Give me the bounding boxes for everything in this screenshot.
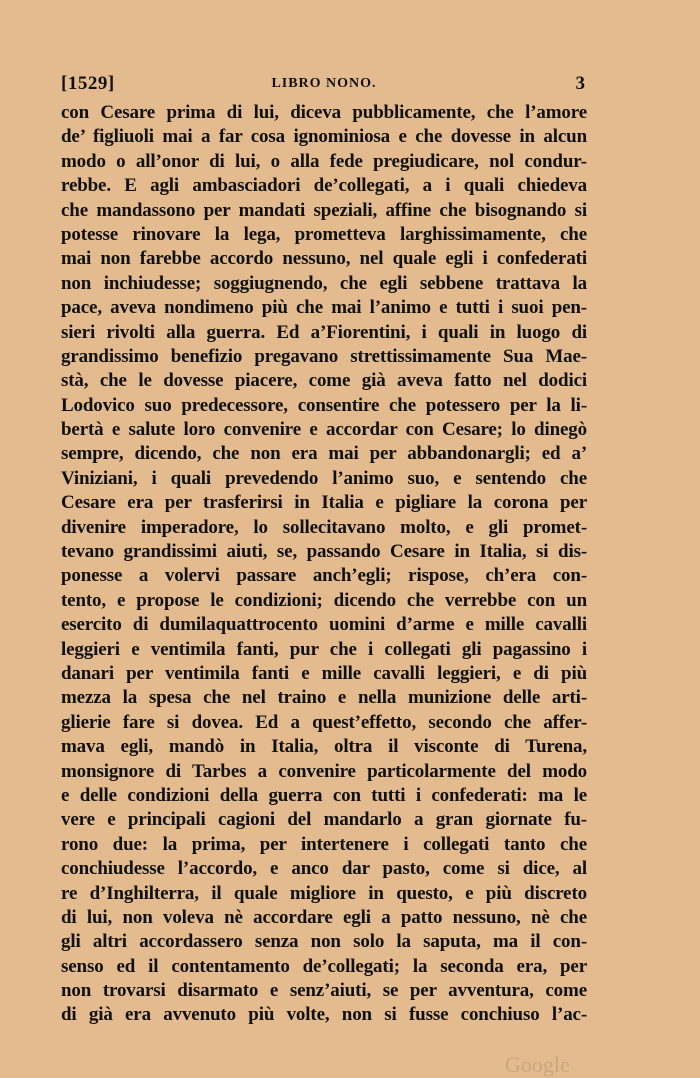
text-line: vere e principali cagioni del mandarlo a gran giornate fu- (61, 809, 587, 831)
text-line: potesse rinovare la lega, prometteva larghissimamente, che (61, 223, 587, 245)
text-line: stà, che le dovesse piacere, come già aveva fatto nel dodici (61, 370, 587, 392)
text-line: sieri rivolti alla guerra. Ed a’Fiorentini, i quali in luogo di (61, 321, 587, 343)
text-line: gli altri accordassero senza non solo la saputa, ma il con- (61, 931, 587, 953)
text-line: monsignore di Tarbes a convenire particolarmente del modo (61, 760, 587, 782)
text-line: rebbe. E agli ambasciadori de’collegati, a i quali chiedeva (61, 175, 587, 197)
header-year: [1529] (61, 73, 115, 94)
text-line: mava egli, mandò in Italia, oltra il visconte di Turena, (61, 736, 587, 758)
text-line: Viniziani, i quali prevedendo l’animo suo, e sentendo che (61, 467, 587, 489)
text-line: conchiudesse l’accordo, e anco dar pasto, come si dice, al (61, 858, 587, 880)
text-line: mezza la spesa che nel traino e nella munizione delle arti- (61, 687, 587, 709)
text-line: non inchiudesse; soggiugnendo, che egli sebbene trattava la (61, 272, 587, 294)
text-line: bertà e salute loro convenire e accordar con Cesare; lo dinegò (61, 419, 587, 441)
body-text (61, 101, 587, 1028)
text-line: che mandassono per mandati speziali, affine che bisognando si (61, 199, 587, 221)
text-line: divenire imperadore, lo sollecitavano molto, e gli promet- (61, 516, 587, 538)
text-line: grandissimo benefizio pregavano strettissimamente Sua Mae- (61, 345, 587, 367)
text-line: re d’Inghilterra, il quale migliore in questo, e più discreto (61, 882, 587, 904)
text-line: non trovarsi disarmato e senz’aiuti, se per avventura, come (61, 980, 587, 1002)
text-line: e delle condizioni della guerra con tutti i confederati: ma le (61, 784, 587, 806)
book-page (61, 73, 587, 1028)
text-line: de’ figliuoli mai a far cosa ignominiosa e che dovesse in alcun (61, 126, 587, 148)
text-line: Cesare era per trasferirsi in Italia e pigliare la corona per (61, 492, 587, 514)
text-line: glierie fare si dovea. Ed a quest’effetto, secondo che affer- (61, 711, 587, 733)
text-line: esercito di dumilaquattrocento uomini d’arme e mille cavalli (61, 614, 587, 636)
text-line: senso ed il contentamento de’collegati; la seconda era, per (61, 955, 587, 977)
header-title: LIBRO NONO. (271, 76, 377, 91)
watermark-logo: Google (505, 1052, 570, 1077)
text-line: ponesse a volervi passare anch’egli; rispose, ch’era con- (61, 565, 587, 587)
text-line: danari per ventimila fanti e mille cavalli leggieri, e di più (61, 662, 587, 684)
text-line: tevano grandissimi aiuti, se, passando Cesare in Italia, si dis- (61, 541, 587, 563)
text-line: modo o all’onor di lui, o alla fede pregiudicare, nol condur- (61, 150, 587, 172)
text-line: di lui, non voleva nè accordare egli a patto nessuno, nè che (61, 906, 587, 928)
text-line: leggieri e ventimila fanti, pur che i collegati gli pagassino i (61, 638, 587, 660)
text-line: Lodovico suo predecessore, consentire che potessero per la li- (61, 394, 587, 416)
text-line: mai non farebbe accordo nessuno, nel quale egli i confederati (61, 248, 587, 270)
text-line: tento, e propose le condizioni; dicendo che verrebbe con un (61, 589, 587, 611)
page-number: 3 (575, 73, 585, 94)
running-header (61, 73, 587, 99)
text-line: rono due: la prima, per intertenere i collegati tanto che (61, 833, 587, 855)
text-line: di già era avvenuto più volte, non si fusse conchiuso l’ac- (61, 1004, 587, 1026)
text-line: con Cesare prima di lui, diceva pubblicamente, che l’amore (61, 102, 587, 123)
text-line: pace, aveva nondimeno più che mai l’animo e tutti i suoi pen- (61, 297, 587, 319)
text-line: sempre, dicendo, che non era mai per abbandonargli; ed a’ (61, 443, 587, 465)
